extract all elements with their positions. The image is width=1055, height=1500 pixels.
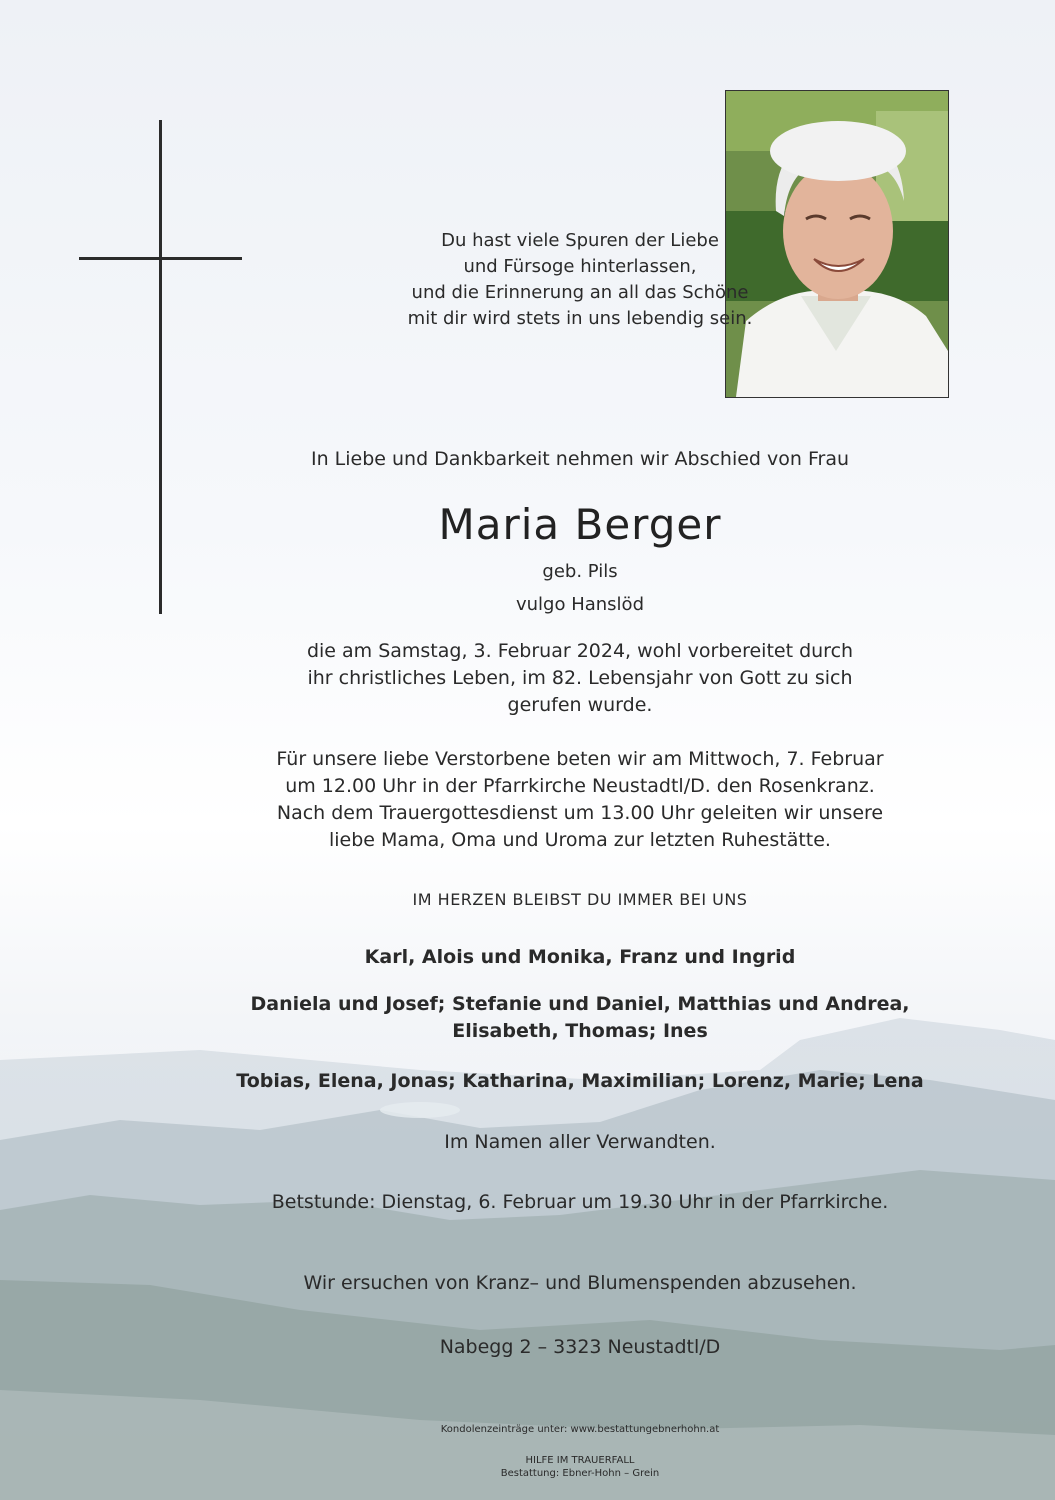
verse-line: mit dir wird stets in uns lebendig sein. (407, 308, 753, 329)
funeral-text-line: um 12.00 Uhr in der Pfarrkirche Neustadtl/D. den Rosenkranz. (285, 775, 875, 797)
condolence-link[interactable]: Kondolenzeinträge unter: www.bestattungebnerhohn.at (440, 1424, 720, 1435)
address: Nabegg 2 – 3323 Neustadtl/D (439, 1336, 721, 1358)
intro-line: In Liebe und Dankbarkeit nehmen wir Abschied von Frau (310, 448, 850, 470)
death-text-line: ihr christliches Leben, im 82. Lebensjahr von Gott zu sich (307, 667, 853, 689)
verse-line: Du hast viele Spuren der Liebe (441, 230, 719, 251)
funeral-home-line: HILFE IM TRAUERFALL (525, 1455, 635, 1466)
vulgo-name: vulgo Hanslöd (515, 594, 644, 615)
verse (300, 228, 860, 332)
grandchildren-line: Elisabeth, Thomas; Ines (452, 1020, 708, 1042)
deceased-name: Maria Berger (438, 500, 722, 549)
funeral-home (330, 1454, 830, 1480)
family-grandchildren (160, 991, 1000, 1045)
birth-name: geb. Pils (542, 561, 618, 582)
verse-line: und Fürsoge hinterlassen, (463, 256, 697, 277)
death-text-line: die am Samstag, 3. Februar 2024, wohl vorbereitet durch (306, 640, 854, 662)
family-great-grandchildren: Tobias, Elena, Jonas; Katharina, Maximilian; Lorenz, Marie; Lena (236, 1070, 924, 1092)
cross-horizontal-bar (79, 257, 242, 260)
funeral-text-line: Für unsere liebe Verstorbene beten wir am Mittwoch, 7. Februar (276, 748, 884, 770)
prayer-hour: Betstunde: Dienstag, 6. Februar um 19.30 Uhr in der Pfarrkirche. (271, 1191, 889, 1213)
death-text (240, 638, 920, 719)
heart-line: IM HERZEN BLEIBST DU IMMER BEI UNS (412, 890, 748, 909)
relatives-line: Im Namen aller Verwandten. (444, 1131, 716, 1153)
grandchildren-line: Daniela und Josef; Stefanie und Daniel, Matthias und Andrea, (250, 993, 910, 1015)
funeral-text-line: Nach dem Trauergottesdienst um 13.00 Uhr geleiten wir unsere (276, 802, 884, 824)
funeral-text (220, 746, 940, 854)
funeral-text-line: liebe Mama, Oma und Uroma zur letzten Ruhestätte. (329, 829, 831, 851)
verse-line: und die Erinnerung an all das Schöne (411, 282, 749, 303)
flowers-request: Wir ersuchen von Kranz– und Blumenspenden abzusehen. (303, 1272, 857, 1294)
death-text-line: gerufen wurde. (507, 694, 653, 716)
funeral-home-line: Bestattung: Ebner-Hohn – Grein (500, 1468, 660, 1479)
family-children: Karl, Alois und Monika, Franz und Ingrid (364, 946, 796, 968)
cross-vertical-bar (159, 120, 162, 614)
